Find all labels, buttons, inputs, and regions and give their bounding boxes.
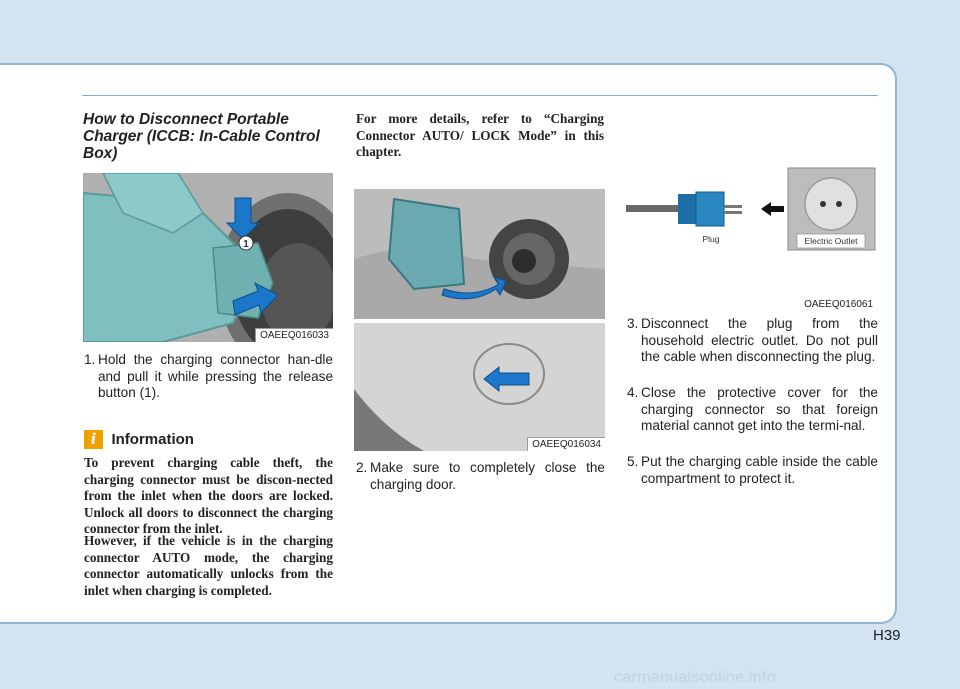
- watermark: carmanualsonline.info: [614, 669, 776, 686]
- page-number: H39: [873, 627, 901, 644]
- step-4: 4. Close the protective cover for the charging connector so that foreign material cannot get into the termi-nal.: [627, 385, 878, 433]
- step-5: 5. Put the charging cable inside the cable compartment to protect it.: [627, 454, 878, 486]
- step-1: 1. Hold the charging connector han-dle and pull it while pressing the release button (1).: [84, 352, 333, 400]
- figure-code: OAEEQ016061: [800, 298, 877, 311]
- figure-plug-outlet: [626, 112, 877, 311]
- info-icon: i: [84, 430, 103, 449]
- details-note: For more details, refer to “Charging Connector AUTO/ LOCK Mode” in this chapter.: [356, 111, 604, 159]
- callout-1-label: 1: [243, 239, 249, 250]
- outlet-label: Electric Outlet: [804, 236, 858, 246]
- figure-code: OAEEQ016033: [255, 328, 333, 342]
- plug-prong: [724, 205, 742, 208]
- figure-close-charging-door: [354, 189, 605, 451]
- plug-label: Plug: [702, 234, 720, 244]
- information-paragraph-1: To prevent charging cable theft, the charging connector must be discon-nected from the inlet when the doors are locked. Unlock all doors to disconnect the charging connector from the inlet.: [84, 455, 333, 536]
- section-heading: How to Disconnect Portable Charger (ICCB: In-Cable Control Box): [83, 111, 320, 162]
- figure-code: OAEEQ016034: [527, 437, 605, 451]
- plug-body: [678, 194, 696, 224]
- information-header: [84, 430, 194, 450]
- step-3: 3. Disconnect the plug from the household electric outlet. Do not pull the cable when disconnecting the plug.: [627, 316, 878, 364]
- outlet-socket: [805, 178, 857, 230]
- information-title: Information: [111, 431, 194, 448]
- step-2: 2. Make sure to completely close the charging door.: [356, 460, 605, 492]
- figure-disconnect-connector: [83, 173, 333, 342]
- information-paragraph-2: However, if the vehicle is in the charging connector AUTO mode, the charging connector automatically unlocks from the inlet when charging is completed.: [84, 533, 333, 598]
- header-rule: [82, 95, 878, 96]
